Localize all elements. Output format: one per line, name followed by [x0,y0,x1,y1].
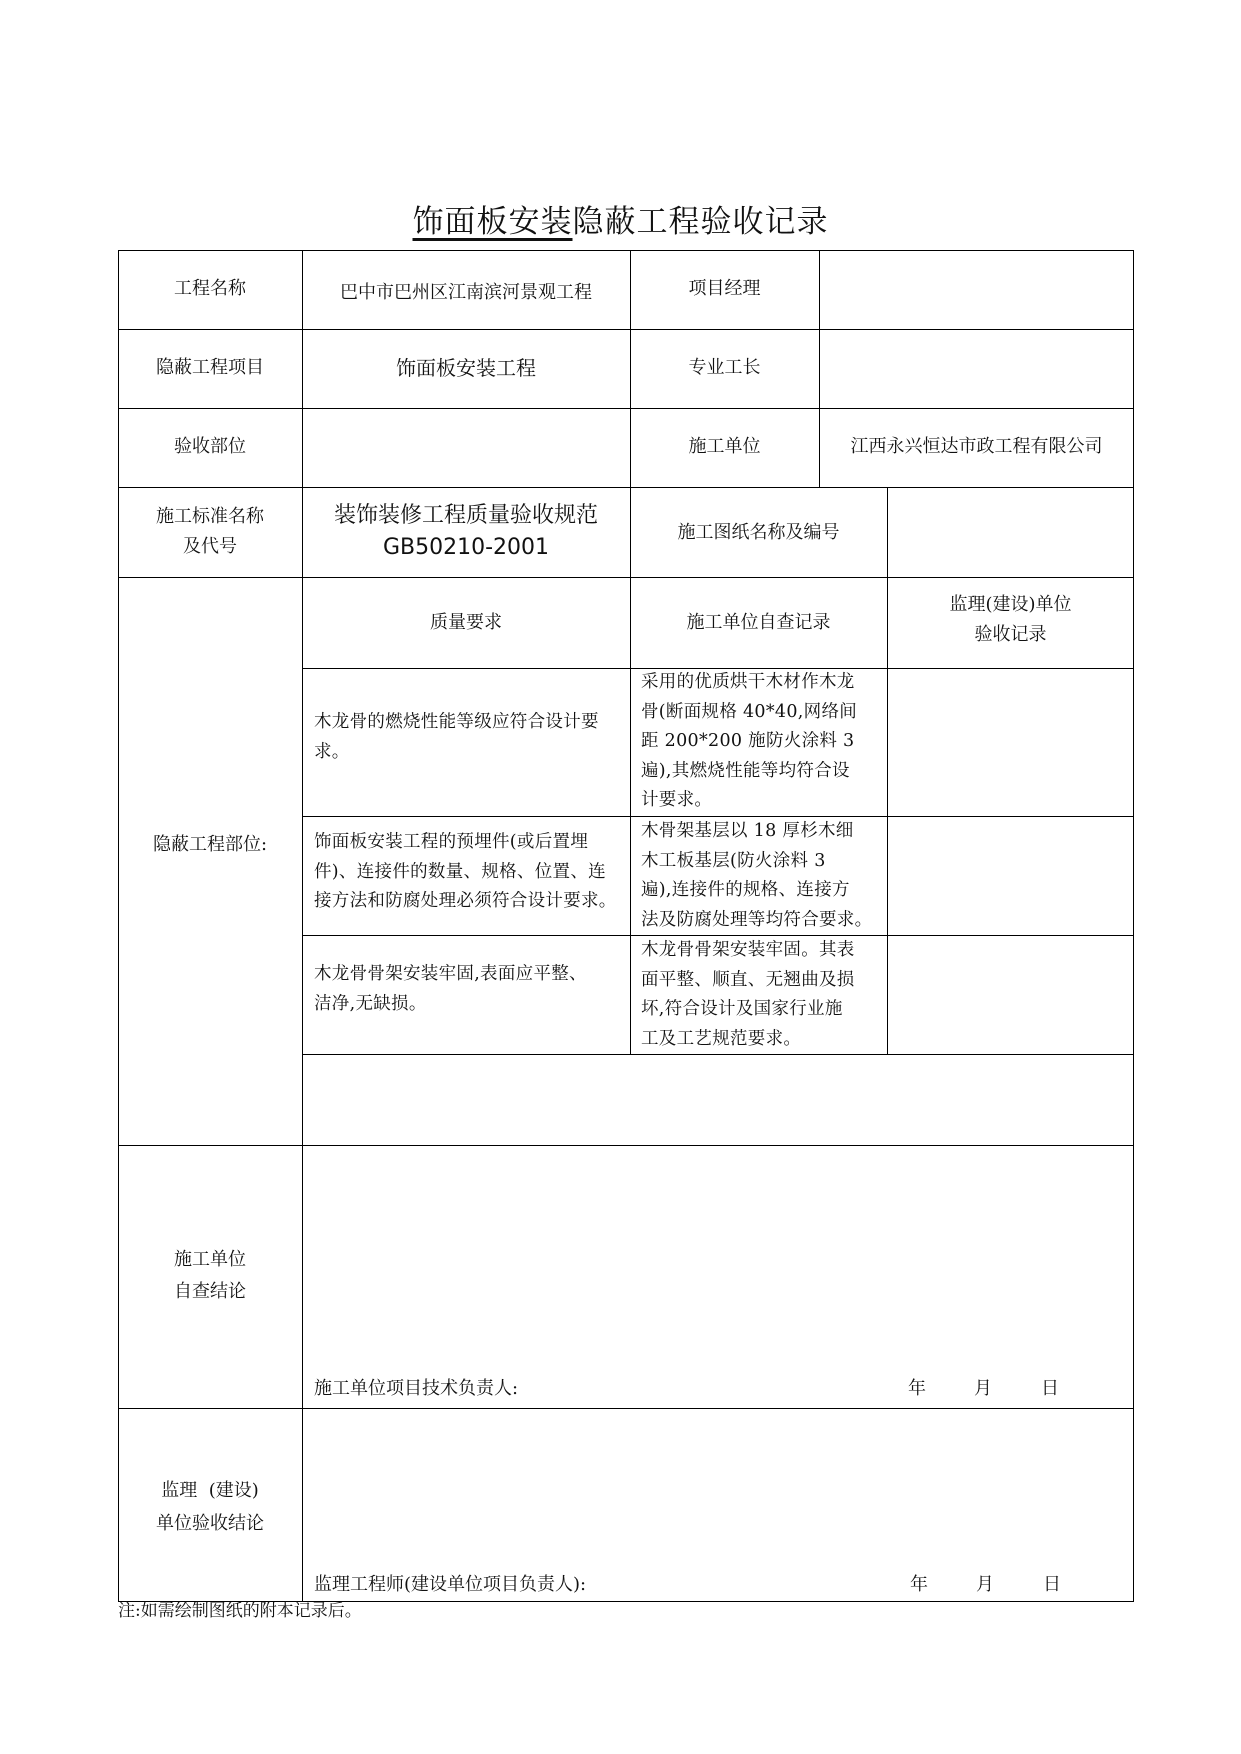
row-divider [302,1054,1134,1055]
col-divider [887,487,888,1055]
title-part2: 隐蔽工程验收记录 [572,204,829,240]
quality-requirement-2 [314,828,632,917]
supervision-conclusion-day: 日 [1043,1574,1061,1595]
foreman-label: 专业工长 [688,357,761,378]
col-divider [302,250,303,1602]
standard-value [302,500,630,564]
title-part1: 饰面板安装 [412,204,573,240]
inspection-part-label: 验收部位 [174,436,246,457]
drawing-label: 施工图纸名称及编号 [677,522,840,543]
row-divider [118,487,1134,488]
text-line: 木龙骨骨架安装牢固。其表 [641,940,855,960]
text-line: 饰面板安装工程的预埋件(或后置埋 [314,832,589,852]
col-self-check-header: 施工单位自查记录 [686,612,831,633]
quality-requirement-3 [314,960,626,1019]
supervision-conclusion-signer: 监理工程师(建设单位项目负责人): [314,1574,587,1595]
hidden-item-label: 隐蔽工程项目 [156,357,264,378]
standard-value-line2: GB50210-2001 [382,535,550,560]
col-supervision-line1: 监理(建设)单位 [949,594,1072,615]
manager-label: 项目经理 [688,278,761,299]
row-divider [118,1145,1134,1146]
self-conclusion-day: 日 [1041,1378,1059,1399]
text-line: 木龙骨骨架安装牢固,表面应平整、 [314,964,587,984]
construction-unit-label: 施工单位 [688,436,761,457]
text-line: 工及工艺规范要求。 [641,1028,802,1049]
self-conclusion-label-line2: 自查结论 [174,1281,246,1302]
text-line: 木骨架基层以 18 厚杉木细 [641,821,854,841]
hidden-item-value: 饰面板安装工程 [396,356,536,380]
standard-value-line1: 装饰装修工程质量验收规范 [333,503,598,528]
standard-label [118,502,302,562]
footnote: 注:如需绘制图纸的附本记录后。 [118,1601,362,1621]
text-line: 洁净,无缺损。 [314,993,427,1014]
col-quality-header: 质量要求 [430,612,502,633]
self-check-record-1 [641,668,885,816]
text-line: 计要求。 [641,790,713,810]
standard-label-line2: 及代号 [183,536,237,557]
supervision-conclusion-label-line1: 监理 (建设) [161,1480,259,1501]
supervision-conclusion-month: 月 [976,1574,994,1595]
text-line: 件)、连接件的数量、规格、位置、连 [314,861,606,882]
row-divider [118,577,1134,578]
self-check-record-3 [641,936,885,1054]
row-divider [118,329,1134,330]
text-line: 采用的优质烘干木材作木龙 [641,672,855,692]
col-supervision-line2: 验收记录 [974,624,1047,645]
quality-requirement-1 [314,708,626,767]
page-title [0,196,1241,241]
supervision-conclusion-year: 年 [910,1574,928,1595]
text-line: 距 200*200 施防火涂料 3 [641,731,855,751]
self-check-record-2 [641,817,885,935]
self-conclusion-label-line1: 施工单位 [174,1249,246,1270]
row-divider [118,408,1134,409]
standard-label-line1: 施工标准名称 [156,506,264,527]
self-conclusion-year: 年 [908,1378,926,1399]
col-divider [630,577,631,1055]
self-conclusion-signer: 施工单位项目技术负责人: [314,1378,519,1399]
row-divider [118,1408,1134,1409]
text-line: 法及防腐处理等均符合要求。 [641,909,873,930]
text-line: 求。 [314,741,350,762]
self-conclusion-month: 月 [974,1378,992,1399]
text-line: 遍),其燃烧性能等均符合设 [641,760,850,781]
construction-unit-value: 江西永兴恒达市政工程有限公司 [850,436,1103,457]
project-name-label: 工程名称 [174,278,246,299]
text-line: 遍),连接件的规格、连接方 [641,880,850,900]
hidden-part-label: 隐蔽工程部位: [152,834,268,855]
self-conclusion-label [118,1244,302,1308]
text-line: 木龙骨的燃烧性能等级应符合设计要 [314,712,599,732]
supervision-conclusion-label-line2: 单位验收结论 [156,1513,264,1534]
text-line: 面平整、顺直、无翘曲及损 [641,969,855,990]
text-line: 坏,符合设计及国家行业施 [641,999,843,1019]
text-line: 木工板基层(防火涂料 3 [641,850,826,871]
supervision-conclusion-label [118,1474,302,1540]
col-supervision-header [887,590,1134,650]
text-line: 骨(断面规格 40*40,网络间 [641,701,858,722]
project-name-value: 巴中市巴州区江南滨河景观工程 [340,282,592,303]
text-line: 接方法和防腐处理必须符合设计要求。 [314,891,617,911]
